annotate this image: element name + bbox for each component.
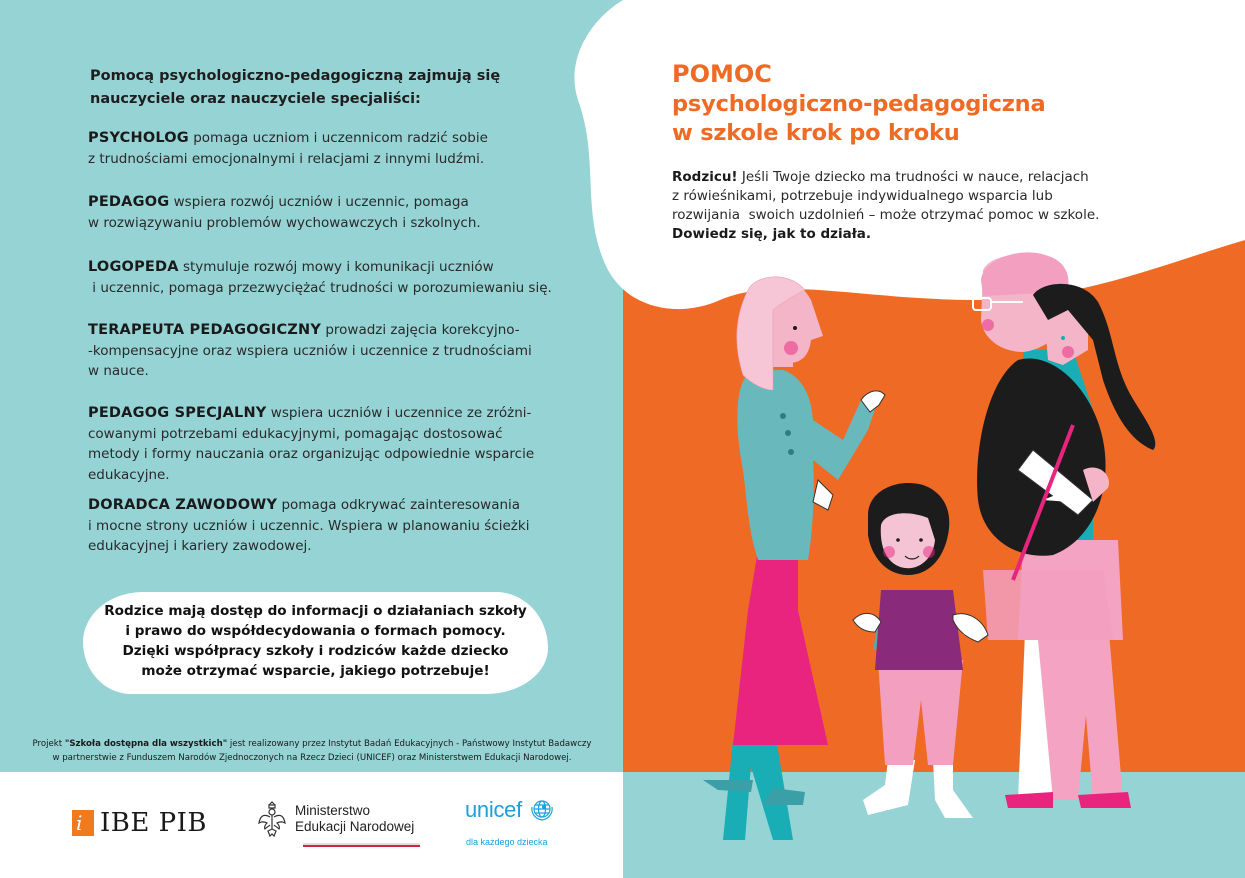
men-line-2: Edukacji Narodowej [295,819,415,834]
unicef-logo [465,797,555,823]
role-psycholog [88,128,568,169]
intro-text [90,65,550,111]
role-desc-1: pomaga odkrywać zainteresowania [277,497,521,513]
lead-line-2: z rówieśnikami, potrzebuje indywidualnego wsparcia lub [672,188,1053,204]
role-desc-1: wspiera uczniów i uczennice ze zróżni- [266,405,532,421]
role-title: PSYCHOLOG [88,130,189,146]
polish-eagle-icon [257,801,287,839]
project-line-2: w partnerstwie z Funduszem Narodów Zjednoczonych na Rzecz Dzieci (UNICEF) oraz Ministerstwem Edukacji Narodowej. [52,753,572,763]
role-title: TERAPEUTA PEDAGOGICZNY [88,322,322,338]
lead-line-1: Jeśli Twoje dziecko ma trudności w nauce, relacjach [737,169,1089,185]
role-desc-3: w nauce. [88,363,149,379]
role-title: LOGOPEDA [88,259,179,275]
title-line-2: psychologiczno-pedagogiczna [672,91,1046,117]
role-pedagog [88,192,568,233]
page-title [672,58,1192,148]
role-logopeda [88,257,568,298]
lead-line-3: rozwijania swoich uzdolnień – może otrzymać pomoc w szkole. [672,207,1100,223]
men-line-1: Ministerstwo [295,803,371,818]
project-name: "Szkoła dostępna dla wszystkich" [64,739,228,749]
intro-line-2: nauczyciele oraz nauczyciele specjaliści: [90,91,421,107]
role-desc-2: i mocne strony uczniów i uczennic. Wspiera w planowaniu ścieżki [88,517,530,534]
men-logo [257,801,414,839]
role-desc-1: wspiera rozwój uczniów i uczennic, pomaga [169,194,469,210]
role-title: DORADCA ZAWODOWY [88,497,278,513]
title-line-3: w szkole krok po kroku [672,120,960,146]
project-prefix: Projekt [32,739,65,749]
role-desc-4: edukacyjne. [88,466,170,483]
role-desc-1: stymuluje rozwój mowy i komunikacji uczniów [178,259,494,275]
role-desc-1: prowadzi zajęcia korekcyjno- [321,322,520,338]
role-terapeuta [88,320,568,382]
polish-flag-bar [303,843,420,847]
ibe-logo-icon: i [72,810,94,836]
role-desc-2: -kompensacyjne oraz wspiera uczniów i uczennice z trudnościami [88,342,532,359]
role-title: PEDAGOG SPECJALNY [88,405,267,421]
ibe-logo-text: IBE PIB [100,808,207,838]
lead-text [672,168,1122,244]
title-line-1: POMOC [672,60,772,88]
role-desc-3: metody i formy nauczania oraz organizując odpowiednie wsparcie [88,446,535,462]
role-desc-2: w rozwiązywaniu problemów wychowawczych i szkolnych. [88,214,481,231]
child-figure [853,483,988,818]
role-desc-2: i uczennic, pomaga przezwyciężać trudności w porozumiewaniu się. [88,279,552,296]
project-rest: jest realizowany przez Instytut Badań Edukacyjnych - Państwowy Instytut Badawczy [227,739,592,749]
unicef-wordmark: unicef [465,797,522,822]
role-desc-2: z trudnościami emocjonalnymi i relacjami z innymi ludźmi. [88,150,485,167]
role-pedagog-specjalny [88,403,568,485]
lead-bold-2: Dowiedz się, jak to działa. [672,226,871,242]
bubble-line-3: Dzięki współpracy szkoły i rodziców każde dziecko [122,643,509,659]
family-illustration [623,240,1245,878]
intro-line-1: Pomocą psychologiczno-pedagogiczną zajmują się [90,68,501,84]
mother-figure [977,284,1155,808]
unicef-globe-icon [529,797,555,823]
bubble-line-2: i prawo do współdecydowania o formach pomocy. [125,623,506,639]
teacher-figure [703,277,885,840]
ibe-pib-logo [72,808,207,838]
bubble-line-1: Rodzice mają dostęp do informacji o działaniach szkoły [104,603,527,619]
role-desc-3: edukacyjnej i kariery zawodowej. [88,538,312,554]
lead-bold-1: Rodzicu! [672,169,738,185]
role-title: PEDAGOG [88,194,170,210]
role-doradca [88,495,568,557]
project-note [12,737,612,765]
role-desc-1: pomaga uczniom i uczennicom radzić sobie [188,130,488,146]
role-desc-2: cowanymi potrzebami edukacyjnymi, pomagając dostosować [88,425,503,442]
info-bubble-text [83,601,548,681]
unicef-tagline: dla każdego dziecka [466,837,548,847]
bubble-line-4: może otrzymać wsparcie, jakiego potrzebuje! [141,663,490,679]
men-logo-text [295,803,414,835]
